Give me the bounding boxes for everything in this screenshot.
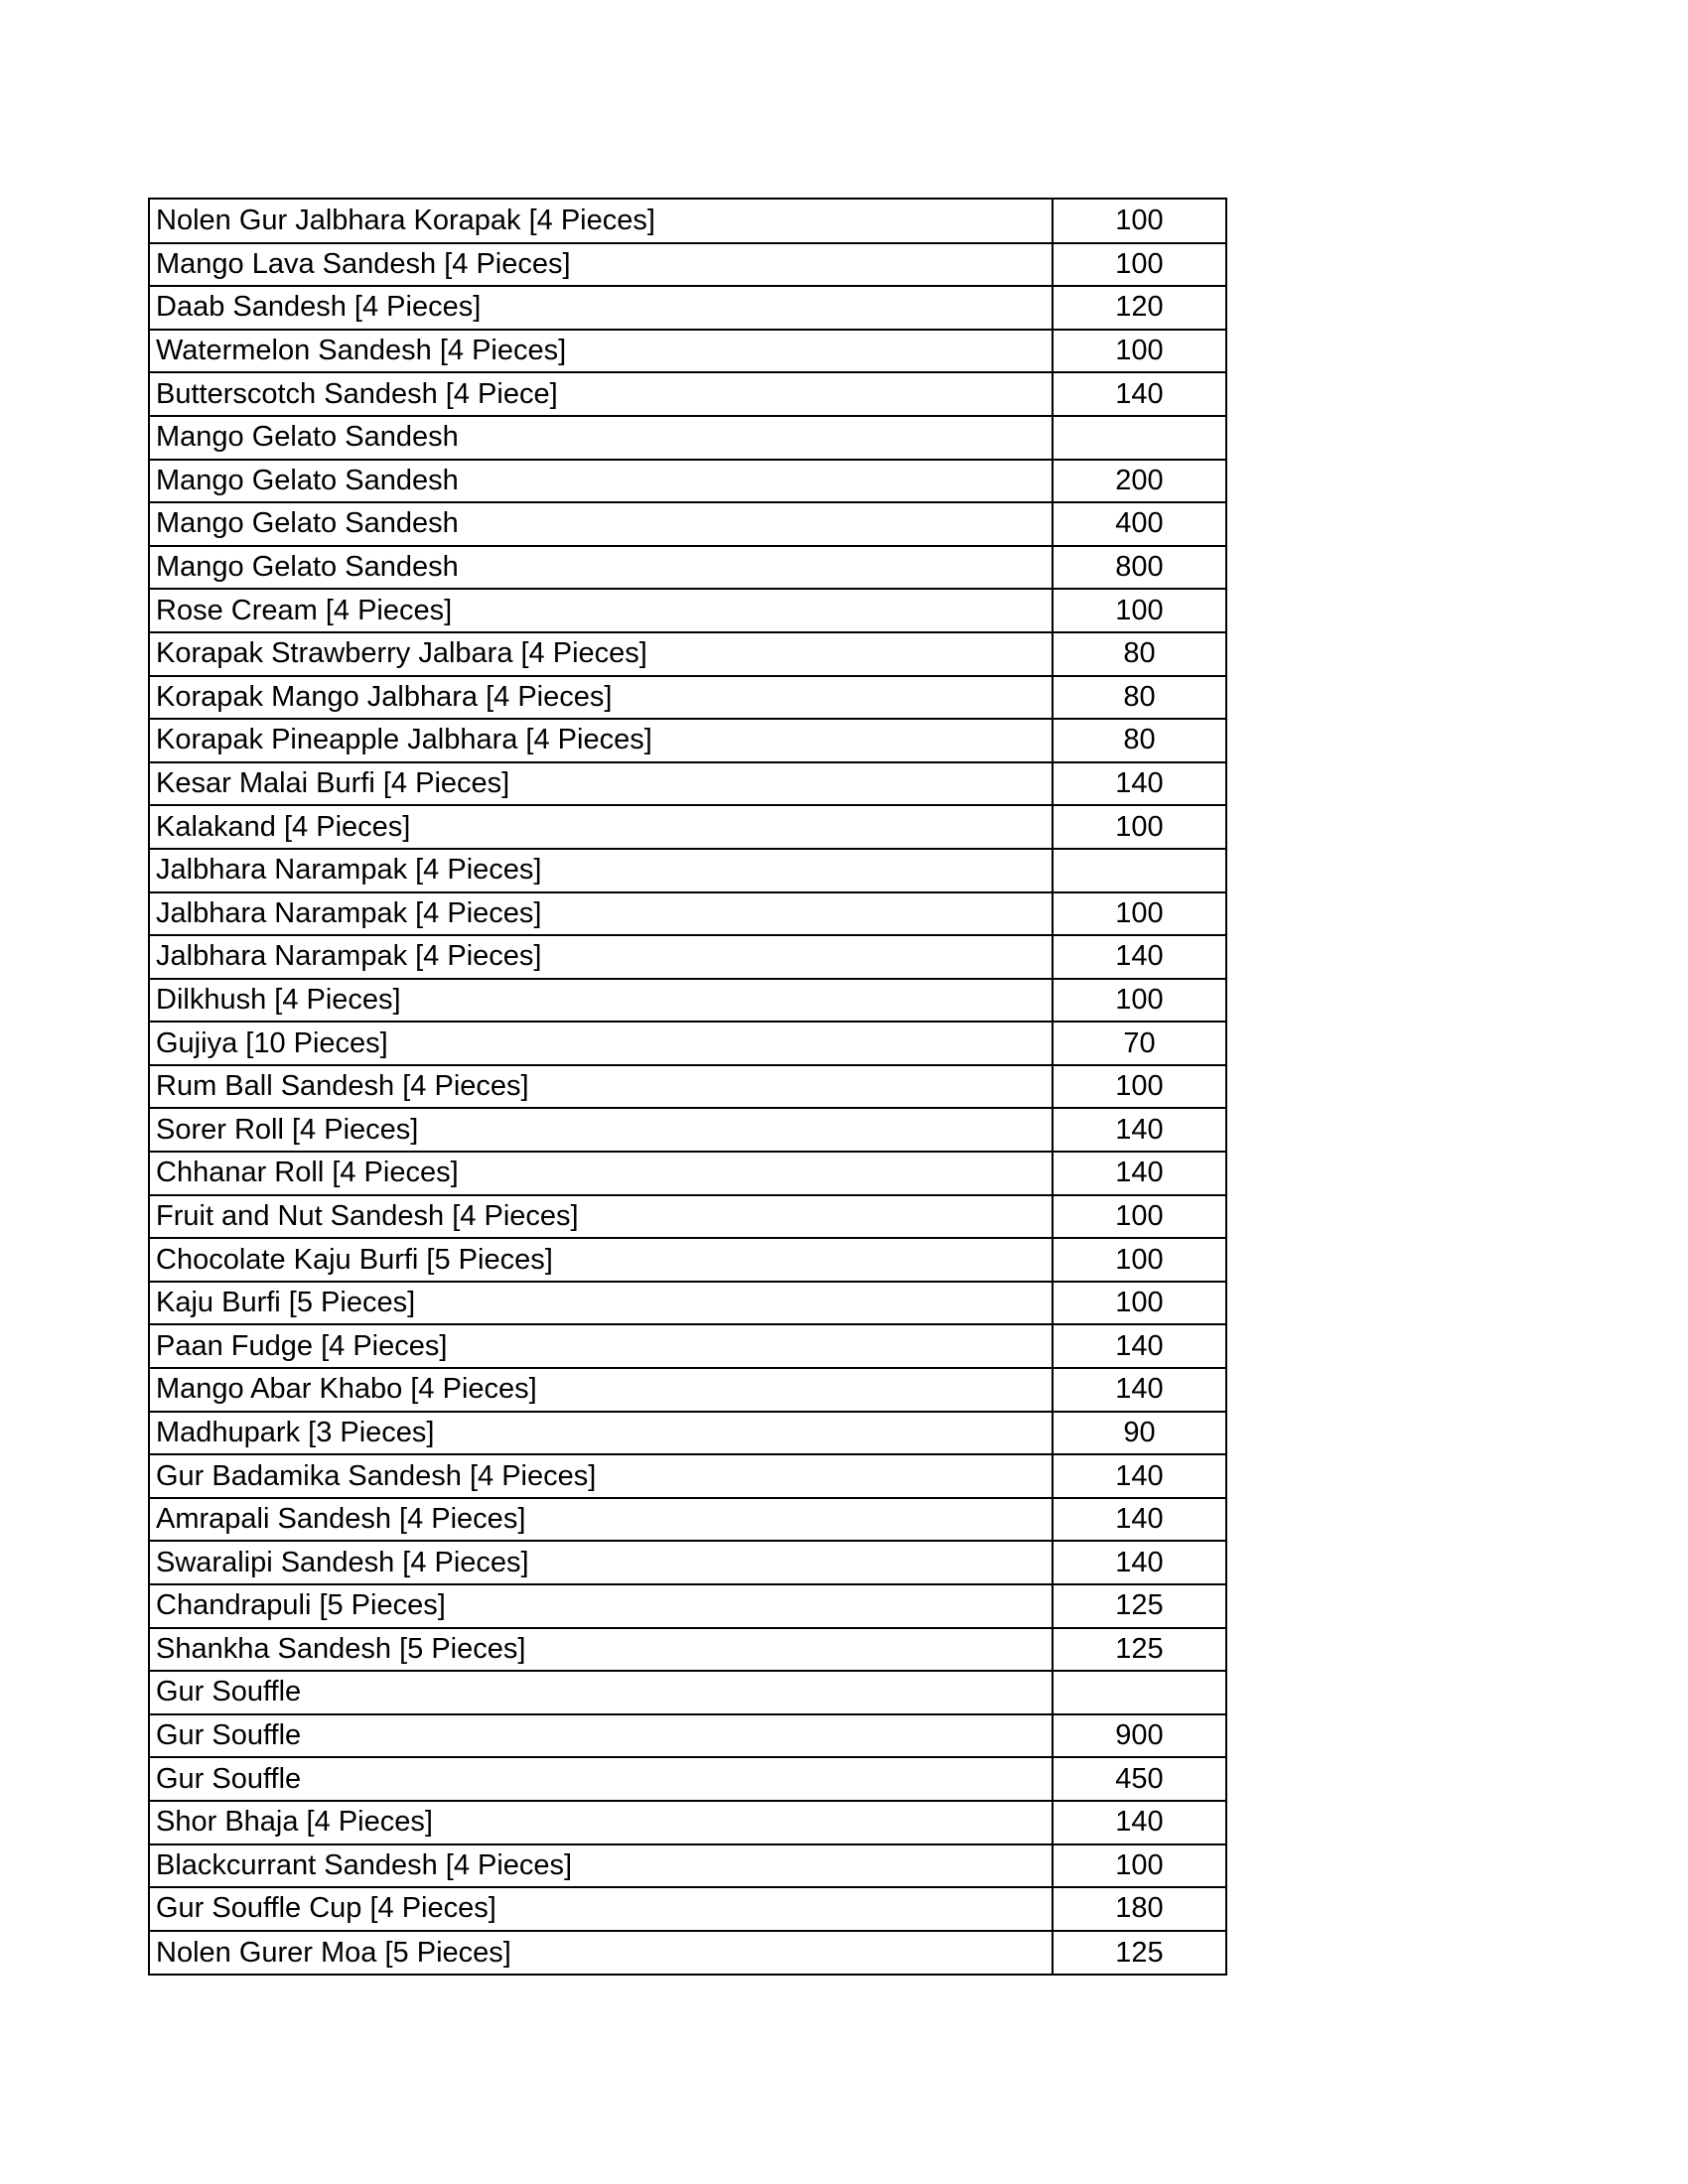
item-name-cell: Shankha Sandesh [5 Pieces] xyxy=(150,1628,1053,1672)
table-row xyxy=(150,632,1225,676)
table-row xyxy=(150,589,1225,632)
item-name-cell: Korapak Strawberry Jalbara [4 Pieces] xyxy=(150,632,1053,676)
table-row xyxy=(150,1584,1225,1628)
table-row xyxy=(150,1454,1225,1498)
item-name-cell: Rum Ball Sandesh [4 Pieces] xyxy=(150,1065,1053,1109)
price-cell: 100 xyxy=(1053,1238,1225,1282)
price-cell: 100 xyxy=(1053,1844,1225,1888)
table-row xyxy=(150,1887,1225,1931)
price-cell: 450 xyxy=(1053,1757,1225,1801)
item-name-cell: Nolen Gur Jalbhara Korapak [4 Pieces] xyxy=(156,204,655,236)
price-cell: 140 xyxy=(1053,1498,1225,1542)
item-name-cell: Gur Souffle Cup [4 Pieces] xyxy=(150,1887,1053,1931)
table-row xyxy=(150,676,1225,720)
price-cell: 140 xyxy=(1053,1368,1225,1412)
table-row xyxy=(150,1498,1225,1542)
table-row xyxy=(150,1282,1225,1325)
item-name-cell: Gur Souffle xyxy=(150,1671,1053,1714)
price-cell: 100 xyxy=(1053,1065,1225,1109)
item-name-cell: Korapak Mango Jalbhara [4 Pieces] xyxy=(150,676,1053,720)
price-cell: 125 xyxy=(1053,1931,1225,1975)
item-name-cell: Chocolate Kaju Burfi [5 Pieces] xyxy=(150,1238,1053,1282)
item-name-cell: Mango Gelato Sandesh xyxy=(150,546,1053,590)
item-name-cell: Butterscotch Sandesh [4 Piece] xyxy=(150,372,1053,416)
price-list-table xyxy=(148,198,1227,1976)
table-row xyxy=(150,1368,1225,1412)
table-row xyxy=(150,1801,1225,1844)
price-cell: 125 xyxy=(1053,1628,1225,1672)
price-cell: 100 xyxy=(1053,330,1225,373)
item-name-cell: Chandrapuli [5 Pieces] xyxy=(150,1584,1053,1628)
table-row xyxy=(150,243,1225,287)
item-name-cell: Mango Gelato Sandesh xyxy=(150,502,1053,546)
price-cell: 140 xyxy=(1053,1152,1225,1195)
price-cell: 200 xyxy=(1053,460,1225,503)
table-row xyxy=(150,1238,1225,1282)
price-cell: 900 xyxy=(1053,1714,1225,1758)
item-name-cell: Dilkhush [4 Pieces] xyxy=(150,979,1053,1023)
price-cell: 100 xyxy=(1053,805,1225,849)
price-cell: 140 xyxy=(1053,1108,1225,1152)
item-name-cell: Jalbhara Narampak [4 Pieces] xyxy=(150,935,1053,979)
price-cell: 400 xyxy=(1053,502,1225,546)
item-name-cell: Chhanar Roll [4 Pieces] xyxy=(150,1152,1053,1195)
table-row xyxy=(150,200,1225,243)
price-cell: 100 xyxy=(1053,892,1225,936)
table-row xyxy=(150,330,1225,373)
item-name-cell: Jalbhara Narampak [4 Pieces] xyxy=(150,849,1053,892)
price-cell: 90 xyxy=(1053,1412,1225,1455)
price-cell xyxy=(1053,1671,1225,1714)
item-name-cell: Kesar Malai Burfi [4 Pieces] xyxy=(150,762,1053,806)
item-name-cell: Gur Souffle xyxy=(150,1714,1053,1758)
table-row xyxy=(150,1152,1225,1195)
price-cell: 140 xyxy=(1053,935,1225,979)
item-name-cell: Watermelon Sandesh [4 Pieces] xyxy=(150,330,1053,373)
price-cell: 140 xyxy=(1053,1324,1225,1368)
table-row xyxy=(150,416,1225,460)
price-cell xyxy=(1053,849,1225,892)
item-name-cell: Gur Souffle xyxy=(150,1757,1053,1801)
table-row xyxy=(150,1628,1225,1672)
price-cell: 100 xyxy=(1053,589,1225,632)
table-row xyxy=(150,719,1225,762)
table-row xyxy=(150,892,1225,936)
table-row xyxy=(150,1844,1225,1888)
table-row xyxy=(150,935,1225,979)
price-cell: 140 xyxy=(1053,1801,1225,1844)
item-name-cell: Fruit and Nut Sandesh [4 Pieces] xyxy=(150,1195,1053,1239)
item-name-cell: Kalakand [4 Pieces] xyxy=(150,805,1053,849)
price-cell: 80 xyxy=(1053,719,1225,762)
item-name-cell: Shor Bhaja [4 Pieces] xyxy=(150,1801,1053,1844)
item-name-cell: Madhupark [3 Pieces] xyxy=(150,1412,1053,1455)
table-row xyxy=(150,286,1225,330)
table-row xyxy=(150,979,1225,1023)
table-row xyxy=(150,1412,1225,1455)
item-name-cell: Amrapali Sandesh [4 Pieces] xyxy=(150,1498,1053,1542)
item-name-cell: Sorer Roll [4 Pieces] xyxy=(150,1108,1053,1152)
price-cell: 80 xyxy=(1053,632,1225,676)
price-cell: 100 xyxy=(1053,979,1225,1023)
price-cell xyxy=(1053,416,1225,460)
table-row xyxy=(150,372,1225,416)
table-row xyxy=(150,502,1225,546)
table-row xyxy=(150,849,1225,892)
table-row xyxy=(150,546,1225,590)
price-cell: 800 xyxy=(1053,546,1225,590)
table-row xyxy=(150,1108,1225,1152)
item-name-cell: Paan Fudge [4 Pieces] xyxy=(150,1324,1053,1368)
item-name-cell: Mango Abar Khabo [4 Pieces] xyxy=(150,1368,1053,1412)
table-row xyxy=(150,1324,1225,1368)
item-name-cell: Jalbhara Narampak [4 Pieces] xyxy=(150,892,1053,936)
price-cell: 140 xyxy=(1053,1454,1225,1498)
price-cell: 125 xyxy=(1053,1584,1225,1628)
item-name-cell: Kaju Burfi [5 Pieces] xyxy=(150,1282,1053,1325)
price-cell: 80 xyxy=(1053,676,1225,720)
price-cell: 140 xyxy=(1053,372,1225,416)
table-row xyxy=(150,1022,1225,1065)
item-name-cell: Rose Cream [4 Pieces] xyxy=(150,589,1053,632)
table-row xyxy=(150,1931,1225,1975)
price-list-body xyxy=(150,200,1225,1974)
price-cell: 180 xyxy=(1053,1887,1225,1931)
item-name-cell: Blackcurrant Sandesh [4 Pieces] xyxy=(150,1844,1053,1888)
table-row xyxy=(150,1065,1225,1109)
table-row xyxy=(150,1541,1225,1584)
item-name-cell: Korapak Pineapple Jalbhara [4 Pieces] xyxy=(150,719,1053,762)
item-name-cell: Mango Gelato Sandesh xyxy=(150,416,1053,460)
item-name-cell: Gur Badamika Sandesh [4 Pieces] xyxy=(150,1454,1053,1498)
table-row xyxy=(150,1195,1225,1239)
price-cell: 140 xyxy=(1053,762,1225,806)
item-name-cell: Mango Gelato Sandesh xyxy=(150,460,1053,503)
table-row xyxy=(150,1671,1225,1714)
price-cell: 120 xyxy=(1053,286,1225,330)
price-cell: 100 xyxy=(1053,200,1225,243)
table-row xyxy=(150,762,1225,806)
item-name-cell: Swaralipi Sandesh [4 Pieces] xyxy=(150,1541,1053,1584)
item-name-cell: Mango Lava Sandesh [4 Pieces] xyxy=(150,243,1053,287)
item-name-cell: Nolen Gurer Moa [5 Pieces] xyxy=(150,1931,1053,1975)
table-row xyxy=(150,460,1225,503)
item-name-cell: Gujiya [10 Pieces] xyxy=(150,1022,1053,1065)
price-cell: 100 xyxy=(1053,1282,1225,1325)
table-row xyxy=(150,805,1225,849)
item-name-cell: Daab Sandesh [4 Pieces] xyxy=(150,286,1053,330)
price-cell: 100 xyxy=(1053,1195,1225,1239)
table-row xyxy=(150,1714,1225,1758)
price-cell: 140 xyxy=(1053,1541,1225,1584)
table-row xyxy=(150,1757,1225,1801)
price-cell: 70 xyxy=(1053,1022,1225,1065)
price-cell: 100 xyxy=(1053,243,1225,287)
